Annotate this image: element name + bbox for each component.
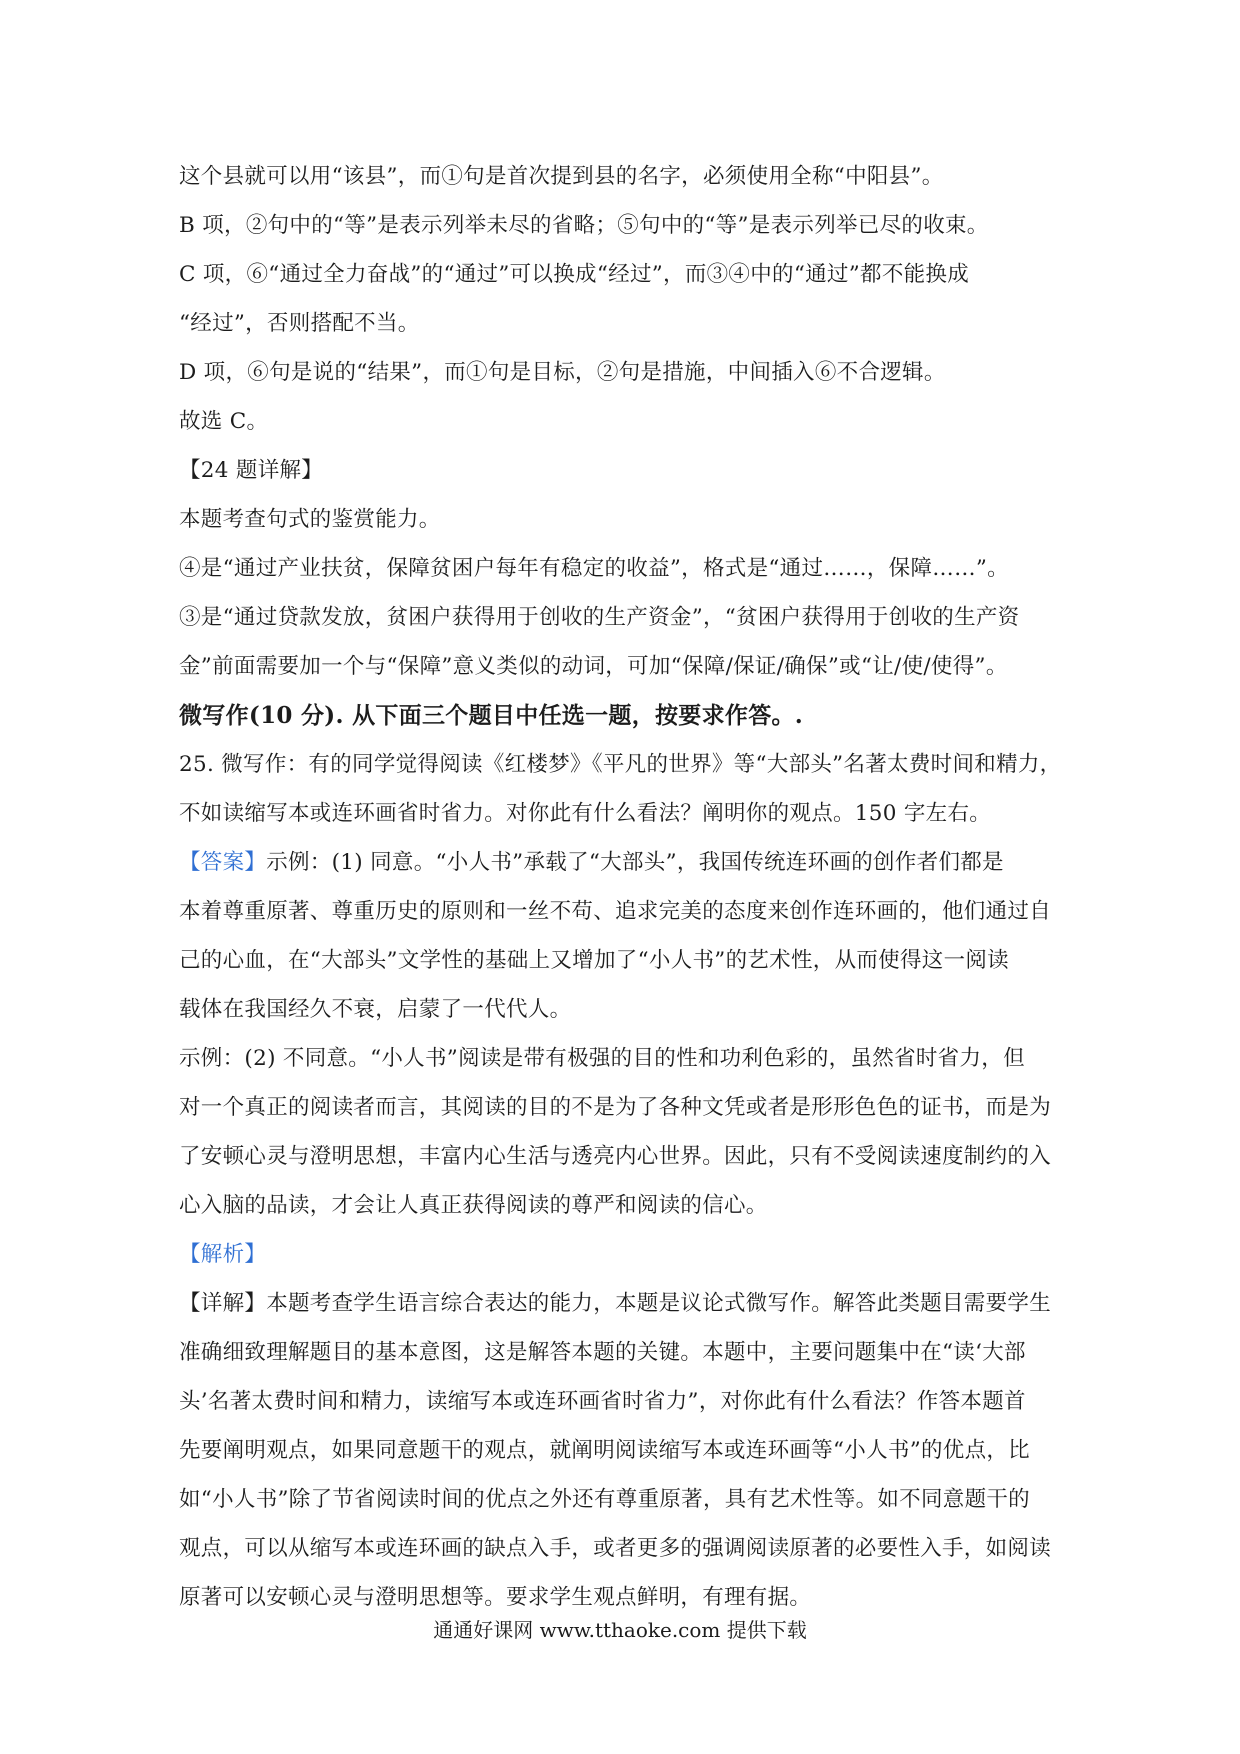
text-line: 观点，可以从缩写本或连环画的缺点入手，或者更多的强调阅读原著的必要性入手，如阅读 bbox=[179, 1536, 1052, 1561]
text-line: 己的心血，在“大部头”文学性的基础上又增加了“小人书”的艺术性，从而使得这一阅读 bbox=[179, 948, 1009, 973]
text-line: 准确细致理解题目的基本意图，这是解答本题的关键。本题中，主要问题集中在“读‘大部 bbox=[179, 1340, 1026, 1365]
text-line: B 项，②句中的“等”是表示列举未尽的省略；⑤句中的“等”是表示列举已尽的收束。 bbox=[179, 213, 989, 238]
text-line: 【详解】本题考查学生语言综合表达的能力，本题是议论式微写作。解答此类题目需要学生 bbox=[179, 1291, 1052, 1316]
text-line: 头’名著太费时间和精力，读缩写本或连环画省时省力”，对你此有什么看法？作答本题首 bbox=[179, 1389, 1026, 1414]
question-text: 不如读缩写本或连环画省时省力。对你此有什么看法？阐明你的观点。150 字左右。 bbox=[179, 801, 992, 826]
text-line: 对一个真正的阅读者而言，其阅读的目的不是为了各种文凭或者是形形色色的证书，而是为 bbox=[179, 1095, 1052, 1120]
text-line: ④是“通过产业扶贫，保障贫困户每年有稳定的收益”，格式是“通过……，保障……”。 bbox=[179, 556, 1009, 581]
text-line: 示例：(2) 不同意。“小人书”阅读是带有极强的目的性和功利色彩的，虽然省时省力，但 bbox=[179, 1046, 1025, 1071]
text-line: C 项，⑥“通过全力奋战”的“通过”可以换成“经过”，而③④中的“通过”都不能换成 bbox=[179, 262, 970, 287]
text-line: 先要阐明观点，如果同意题干的观点，就阐明阅读缩写本或连环画等“小人书”的优点，比 bbox=[179, 1438, 1030, 1463]
text-line: ③是“通过贷款发放，贫困户获得用于创收的生产资金”，“贫困户获得用于创收的生产资 bbox=[179, 605, 1020, 630]
text-line: 这个县就可以用“该县”，而①句是首次提到县的名字，必须使用全称“中阳县”。 bbox=[179, 164, 944, 189]
text-line: 金”前面需要加一个与“保障”意义类似的动词，可加“保障/保证/确保”或“让/使/使得”。 bbox=[179, 654, 1008, 679]
text-line: “经过”，否则搭配不当。 bbox=[179, 311, 420, 336]
text-line: 如“小人书”除了节省阅读时间的优点之外还有尊重原著，具有艺术性等。如不同意题干的 bbox=[179, 1487, 1030, 1512]
page-footer: 通通好课网 www.tthaoke.com 提供下载 bbox=[433, 1618, 807, 1642]
answer-tag: 【答案】 bbox=[179, 850, 267, 875]
analysis-tag: 【解析】 bbox=[179, 1242, 267, 1267]
answer-line: 【答案】示例：(1) 同意。“小人书”承载了“大部头”，我国传统连环画的创作者们都是 bbox=[179, 850, 1004, 875]
micro-writing-heading: 微写作(10 分). 从下面三个题目中任选一题，按要求作答。. bbox=[179, 702, 804, 729]
text-line: 载体在我国经久不衰，启蒙了一代代人。 bbox=[179, 997, 572, 1022]
document-body bbox=[179, 152, 1074, 1622]
text-line: 故选 C。 bbox=[179, 409, 269, 434]
text-line: 了安顿心灵与澄明思想，丰富内心生活与透亮内心世界。因此，只有不受阅读速度制约的入 bbox=[179, 1144, 1052, 1169]
text-line: D 项，⑥句是说的“结果”，而①句是目标，②句是措施，中间插入⑥不合逻辑。 bbox=[179, 360, 946, 385]
text-line: 本题考查句式的鉴赏能力。 bbox=[179, 507, 441, 532]
question-text: 25. 微写作：有的同学觉得阅读《红楼梦》《平凡的世界》等“大部头”名著太费时间和精力， bbox=[179, 752, 1062, 777]
analysis-line bbox=[179, 1230, 1074, 1279]
section-heading: 【24 题详解】 bbox=[179, 458, 324, 483]
text-line: 心入脑的品读，才会让人真正获得阅读的尊严和阅读的信心。 bbox=[179, 1193, 768, 1218]
text-line: 本着尊重原著、尊重历史的原则和一丝不苟、追求完美的态度来创作连环画的，他们通过自 bbox=[179, 899, 1052, 924]
text-line: 原著可以安顿心灵与澄明思想等。要求学生观点鲜明，有理有据。 bbox=[179, 1585, 812, 1610]
